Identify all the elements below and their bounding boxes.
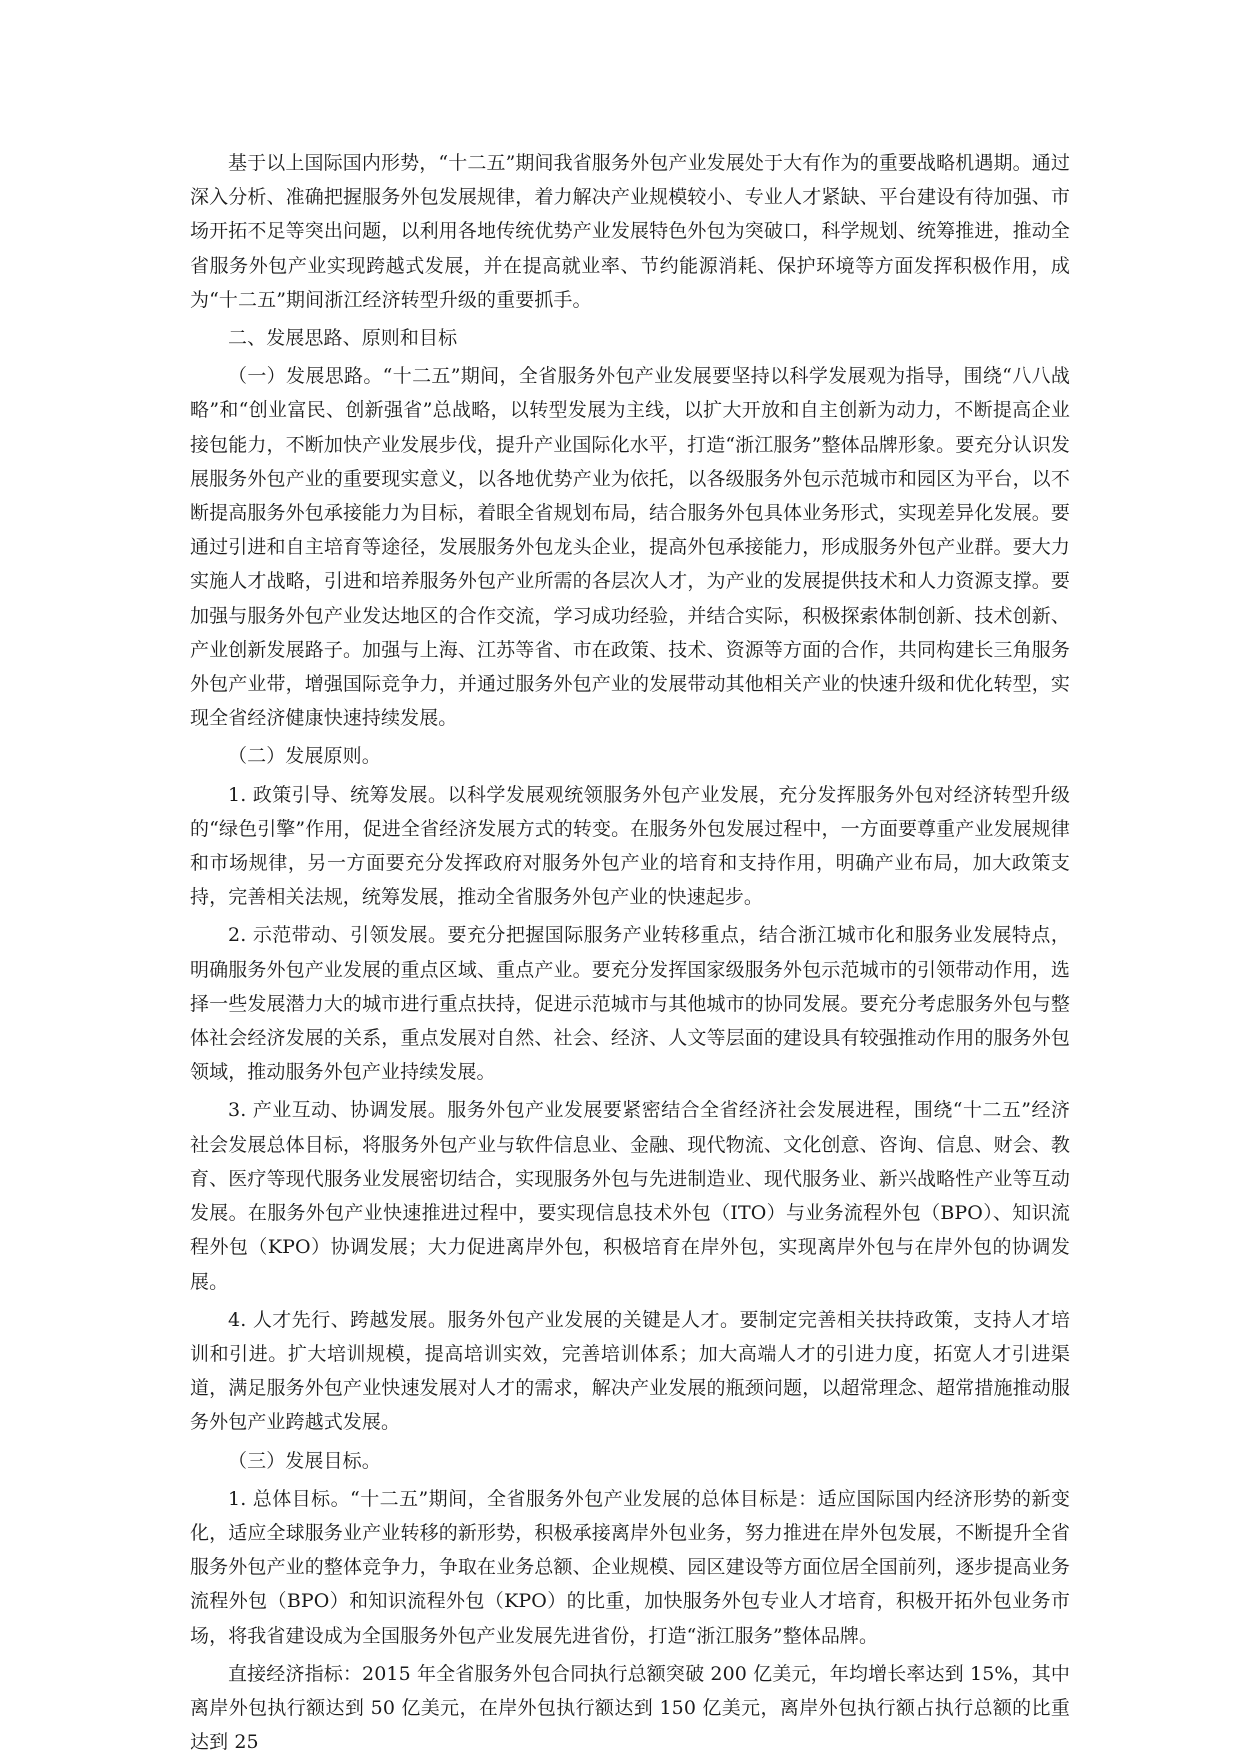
subheading-principles: （二）发展原则。 <box>228 745 381 768</box>
paragraph-intro: 基于以上国际国内形势，“十二五”期间我省服务外包产业发展处于大有作为的重要战略机遇期。通过深入分析、准确把握服务外包发展规律，着力解决产业规模较小、专业人才紧缺、平台建设有待加强、市场开拓不足等突出问题，以利用各地传统优势产业发展特色外包为突破口，科学规划、统筹推进，推动全省服务外包产业实现跨越式发展，并在提高就业率、节约能源消耗、保护环境等方面发挥积极作用，成为“十二五”期间浙江经济转型升级的重要抓手。 <box>190 152 1070 311</box>
section-heading-2: 二、发展思路、原则和目标 <box>228 327 458 350</box>
document-page <box>190 146 1070 1763</box>
paragraph-principle-4: 4. 人才先行、跨越发展。服务外包产业发展的关键是人才。要制定完善相关扶持政策，支持人才培训和引进。扩大培训规模，提高培训实效，完善培训体系；加大高端人才的引进力度，拓宽人才引进渠道，满足服务外包产业快速发展对人才的需求，解决产业发展的瓶颈问题，以超常理念、超常措施推动服务外包产业跨越式发展。 <box>190 1308 1070 1434</box>
paragraph-principle-2: 2. 示范带动、引领发展。要充分把握国际服务产业转移重点，结合浙江城市化和服务业发展特点，明确服务外包产业发展的重点区域、重点产业。要充分发挥国家级服务外包示范城市的引领带动作用，选择一些发展潜力大的城市进行重点扶持，促进示范城市与其他城市的协同发展。要充分考虑服务外包与整体社会经济发展的关系，重点发展对自然、社会、经济、人文等层面的建设具有较强推动作用的服务外包领域，推动服务外包产业持续发展。 <box>190 924 1070 1084</box>
paragraph-development-ideas: （一）发展思路。“十二五”期间，全省服务外包产业发展要坚持以科学发展观为指导，围绕“八八战略”和“创业富民、创新强省”总战略，以转型发展为主线，以扩大开放和自主创新为动力，不断提高企业接包能力，不断加快产业发展步伐，提升产业国际化水平，打造“浙江服务”整体品牌形象。要充分认识发展服务外包产业的重要现实意义，以各地优势产业为依托，以各级服务外包示范城市和园区为平台，以不断提高服务外包承接能力为目标，着眼全省规划布局，结合服务外包具体业务形式，实现差异化发展。要通过引进和自主培育等途径，发展服务外包龙头企业，提高外包承接能力，形成服务外包产业群。要大力实施人才战略，引进和培养服务外包产业所需的各层次人才，为产业的发展提供技术和人力资源支撑。要加强与服务外包产业发达地区的合作交流，学习成功经验，并结合实际，积极探索体制创新、技术创新、产业创新发展路子。加强与上海、江苏等省、市在政策、技术、资源等方面的合作，共同构建长三角服务外包产业带，增强国际竞争力，并通过服务外包产业的发展带动其他相关产业的快速升级和优化转型，实现全省经济健康快速持续发展。 <box>190 365 1070 730</box>
paragraph-principle-1: 1. 政策引导、统筹发展。以科学发展观统领服务外包产业发展，充分发挥服务外包对经济转型升级的“绿色引擎”作用，促进全省经济发展方式的转变。在服务外包发展过程中，一方面要尊重产业发展规律和市场规律，另一方面要充分发挥政府对服务外包产业的培育和支持作用，明确产业布局，加大政策支持，完善相关法规，统筹发展，推动全省服务外包产业的快速起步。 <box>190 783 1070 909</box>
subheading-goals: （三）发展目标。 <box>228 1449 381 1472</box>
paragraph-goal-overall: 1. 总体目标。“十二五”期间，全省服务外包产业发展的总体目标是：适应国际国内经济形势的新变化，适应全球服务业产业转移的新形势，积极承接离岸外包业务，努力推进在岸外包发展，不断提升全省服务外包产业的整体竞争力，争取在业务总额、企业规模、园区建设等方面位居全国前列，逐步提高业务流程外包（BPO）和知识流程外包（KPO）的比重，加快服务外包专业人才培育，积极开拓外包业务市场，将我省建设成为全国服务外包产业发展先进省份，打造“浙江服务”整体品牌。 <box>190 1487 1070 1647</box>
paragraph-economic-indicators: 直接经济指标：2015 年全省服务外包合同执行总额突破 200 亿美元，年均增长率达到 15%，其中离岸外包执行额达到 50 亿美元，在岸外包执行额达到 150 亿美元，离岸外包执行额占执行总额的比重达到 25 <box>190 1662 1070 1754</box>
paragraph-principle-3: 3. 产业互动、协调发展。服务外包产业发展要紧密结合全省经济社会发展进程，围绕“十二五”经济社会发展总体目标，将服务外包产业与软件信息业、金融、现代物流、文化创意、咨询、信息、财会、教育、医疗等现代服务业发展密切结合，实现服务外包与先进制造业、现代服务业、新兴战略性产业等互动发展。在服务外包产业快速推进过程中，要实现信息技术外包（ITO）与业务流程外包（BPO）、知识流程外包（KPO）协调发展；大力促进离岸外包，积极培育在岸外包，实现离岸外包与在岸外包的协调发展。 <box>190 1099 1070 1293</box>
